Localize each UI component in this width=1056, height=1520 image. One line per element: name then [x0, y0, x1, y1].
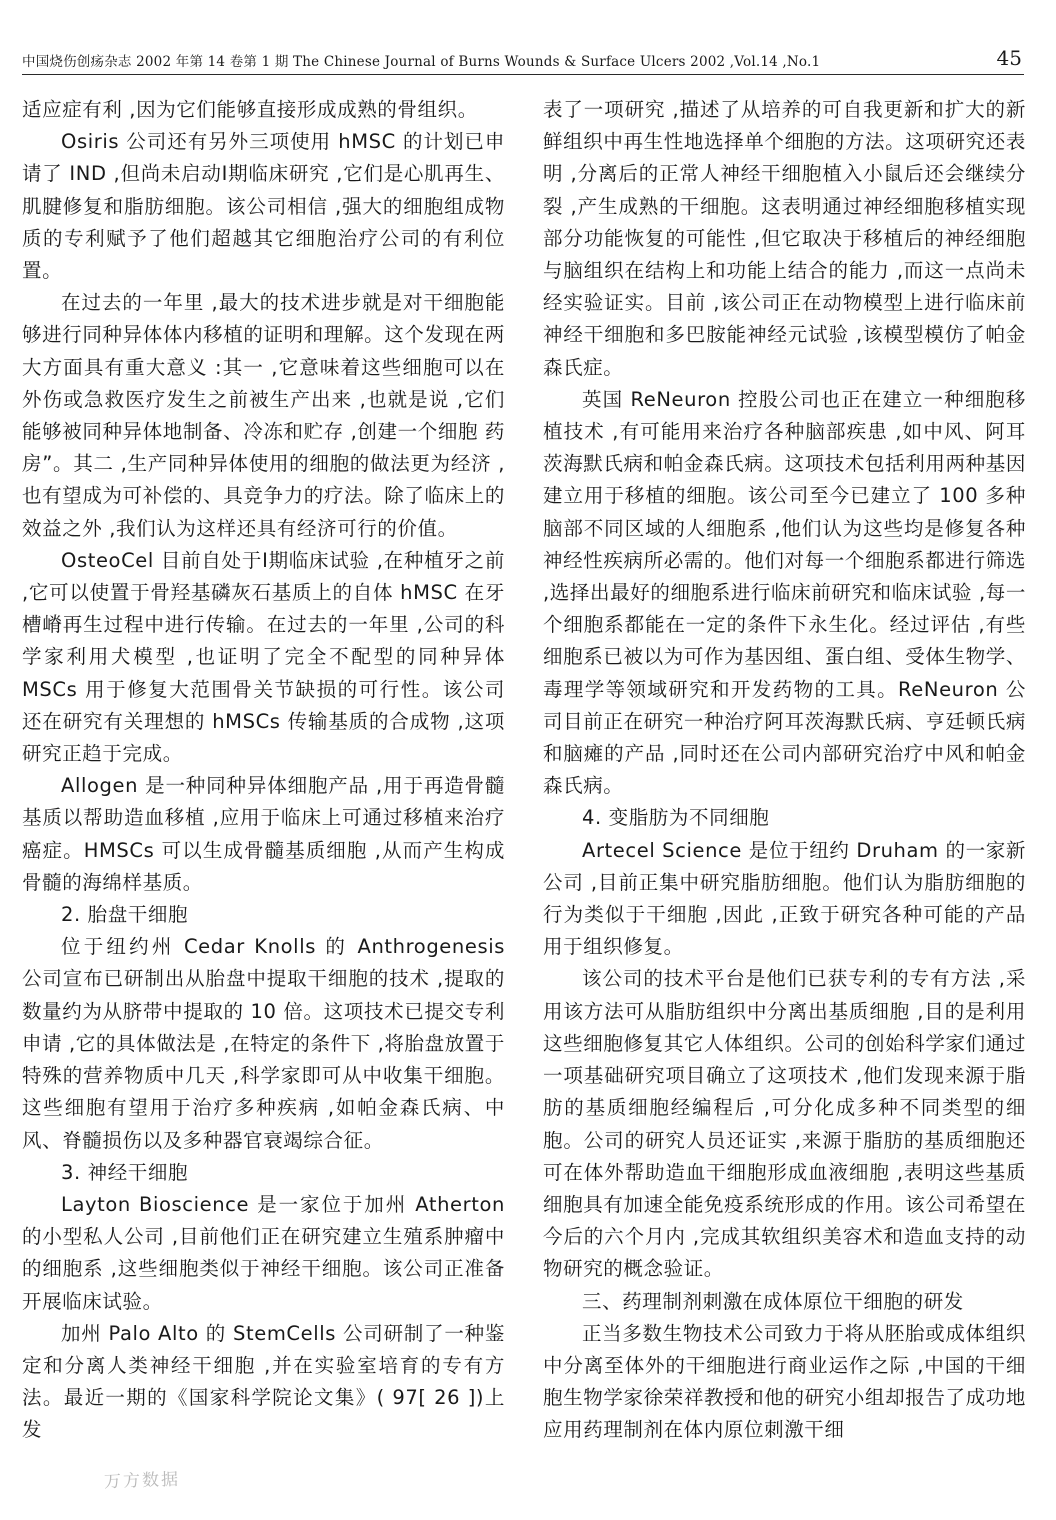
paragraph: Allogen 是一种同种异体细胞产品 ,用于再造骨髓基质以帮助造血移植 ,应用于临床上可通过移植来治疗癌症。HMSCs 可以生成骨髓基质细胞 ,从而产生构成骨髓的海绵样基质。: [22, 774, 505, 894]
paragraph: 在过去的一年里 ,最大的技术进步就是对干细胞能够进行同种异体体内移植的证明和理解。这个发现在两大方面具有重大意义 :其一 ,它意味着这些细胞可以在外伤或急救医疗发生之前被生产出来 ,也就是说 ,它们能够被同种异体地制备、冷冻和贮存 ,创建一个细胞 药房”。其二 ,生产同种异体使用的细胞的做法更为经济 ,也有望成为可补偿的、具竞争力的疗法。除了临床上的效益之外 ,我们认为这样还具有经济可行的价值。: [22, 291, 505, 540]
running-head: 中国烧伤创疡杂志 2002 年第 14 卷第 1 期 The Chinese Journal of Burns Wounds & Surface Ulcers 2002 ,Vol.14 ,No.1: [22, 54, 821, 70]
paragraph: 位于纽约州 Cedar Knolls 的 Anthrogenesis 公司宣布已研制出从胎盘中提取干细胞的技术 ,提取的数量约为从脐带中提取的 10 倍。这项技术已提交专利申请 ,它的具体做法是 ,在特定的条件下 ,将胎盘放置于特殊的营养物质中几天 ,科学家即可从中收集干细胞。这些细胞有望用于治疗多种疾病 ,如帕金森氏病、中风、脊髓损伤以及多种器官衰竭综合征。: [22, 935, 505, 1152]
paragraph: 英国 ReNeuron 控股公司也正在建立一种细胞移植技术 ,有可能用来治疗各种脑部疾患 ,如中风、阿耳茨海默氏病和帕金森氏病。这项技术包括利用两种基因建立用于移植的细胞。该公司至今已建立了 100 多种脑部不同区域的人细胞系 ,他们认为这些均是修复各种神经性疾病所必需的。他们对每一个细胞系都进行筛选 ,选择出最好的细胞系进行临床前研究和临床试验 ,每一个细胞系都能在一定的条件下永生化。经过评估 ,有些细胞系已被以为可作为基因组、蛋白组、受体生物学、毒理学等领域研究和开发药物的工具。ReNeuron 公司目前正在研究一种治疗阿耳茨海默氏病、亨廷顿氏病和脑瘫的产品 ,同时还在公司内部研究治疗中风和帕金森氏病。: [543, 387, 1026, 798]
paragraph: 该公司的技术平台是他们已获专利的专有方法 ,采用该方法可从脂肪组织中分离出基质细胞 ,目的是利用这些细胞修复其它人体组织。公司的创始科学家们通过一项基础研究项目确立了这项技术 ,他们发现来源于脂肪的基质细胞经编程后 ,可分化成多种不同类型的细胞。公司的研究人员还证实 ,来源于脂肪的基质细胞还可在体外帮助造血干细胞形成血液细胞 ,表明这些基质细胞具有加速全能免疫系统形成的作用。该公司希望在今后的六个月内 ,完成其软组织美容术和造血支持的动物研究的概念验证。: [543, 967, 1026, 1281]
right-column: [543, 94, 1026, 1447]
section-heading: 4. 变脂肪为不同细胞: [582, 806, 770, 830]
section-heading: 三、药理制剂刺激在成体原位干细胞的研发: [582, 1289, 964, 1313]
paragraph: Layton Bioscience 是一家位于加州 Atherton 的小型私人公司 ,目前他们正在研究建立生殖系肿瘤中的细胞系 ,这些细胞类似于神经干细胞。该公司正准备开展临床试验。: [22, 1192, 505, 1313]
paragraph: OsteoCel 目前自处于Ⅰ期临床试验 ,在种植牙之前 ,它可以使置于骨羟基磷灰石基质上的自体 hMSC 在牙槽嵴再生过程中进行传输。在过去的一年里 ,公司的科学家利用犬模型 ,也证明了完全不配型的同种异体 MSCs 用于修复大范围骨关节缺损的可行性。该公司还在研究有关理想的 hMSCs 传输基质的合成物 ,这项研究正趋于完成。: [22, 548, 505, 766]
page-number: 45: [996, 46, 1022, 70]
section-heading: 3. 神经干细胞: [61, 1160, 189, 1184]
page-header: [22, 46, 1022, 72]
paragraph: 表了一项研究 ,描述了从培养的可自我更新和扩大的新鲜组织中再生性地选择单个细胞的方法。这项研究还表明 ,分离后的正常人神经干细胞植入小鼠后还会继续分裂 ,产生成熟的干细胞。这表明通过神经细胞移植实现部分功能恢复的可能性 ,但它取决于移植后的神经细胞与脑组织在结构上和功能上结合的能力 ,而这一点尚未经实验证实。目前 ,该公司正在动物模型上进行临床前神经干细胞和多巴胺能神经元试验 ,该模型模仿了帕金森氏症。: [543, 98, 1026, 379]
paragraph: Artecel Science 是位于纽约 Druham 的一家新公司 ,目前正集中研究脂肪细胞。他们认为脂肪细胞的行为类似于干细胞 ,因此 ,正致于研究各种可能的产品用于组织修复。: [543, 838, 1026, 959]
section-heading: 2. 胎盘干细胞: [61, 903, 189, 927]
header-rule: [22, 74, 1024, 75]
paragraph: 加州 Palo Alto 的 StemCells 公司研制了一种鉴定和分离人类神经干细胞 ,并在实验室培育的专有方法。最近一期的《国家科学院论文集》( 97[ 26 ])上发: [22, 1321, 505, 1442]
paragraph: Osiris 公司还有另外三项使用 hMSC 的计划已申请了 IND ,但尚未启动Ⅰ期临床研究 ,它们是心肌再生、肌腱修复和脂肪细胞。该公司相信 ,强大的细胞组成物质的专利赋予了他们超越其它细胞治疗公司的有利位置。: [22, 130, 505, 283]
left-column: [22, 94, 505, 1447]
paragraph: 适应症有利 ,因为它们能够直接形成成熟的骨组织。: [22, 98, 478, 121]
watermark: 万方数据: [103, 1469, 181, 1493]
paragraph: 正当多数生物技术公司致力于将从胚胎或成体组织中分离至体外的干细胞进行商业运作之际 ,中国的干细胞生物学家徐荣祥教授和他的研究小组却报告了成功地应用药理制剂在体内原位刺激干细: [543, 1321, 1026, 1442]
